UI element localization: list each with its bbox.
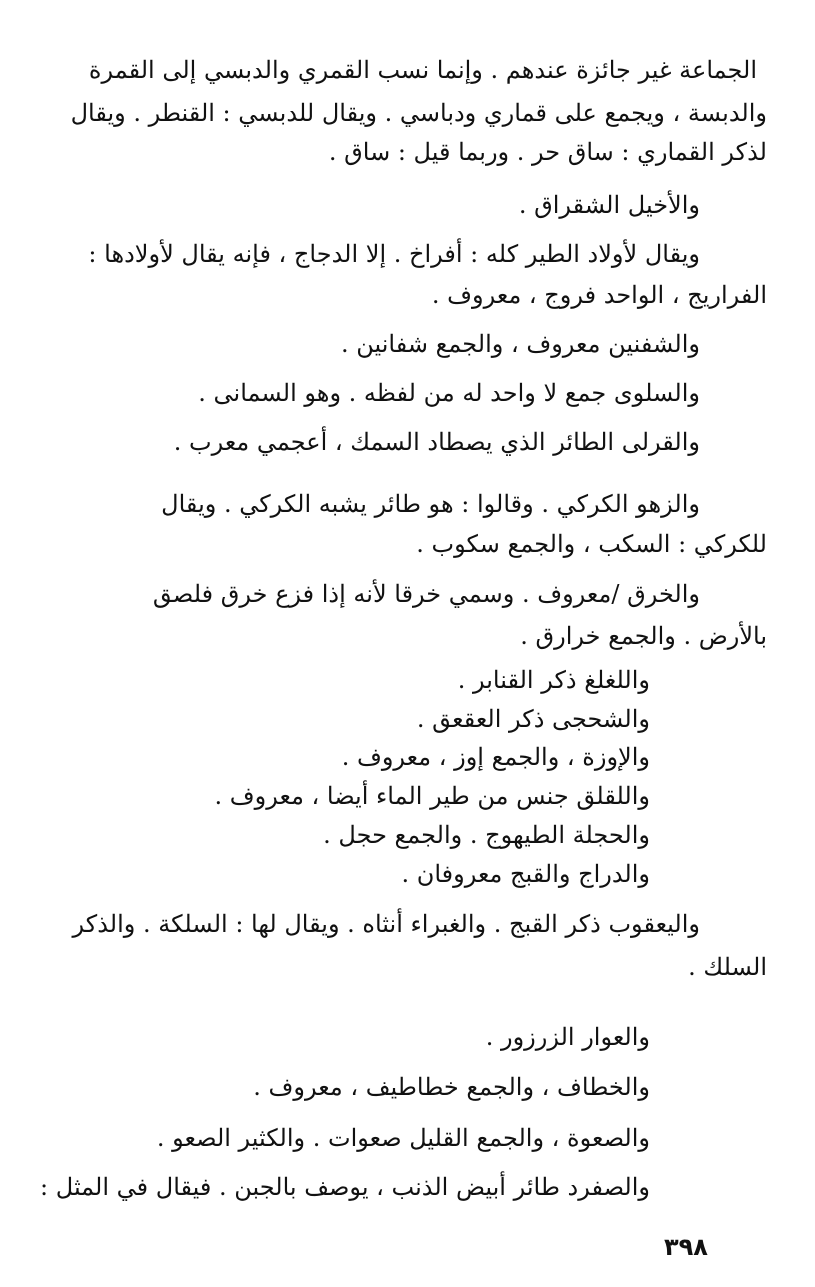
text-line-22: والعوار الزرزور . bbox=[485, 1023, 650, 1051]
text-line-17: واللقلق جنس من طير الماء أيضا ، معروف . bbox=[214, 782, 650, 810]
text-line-6: الفراريج ، الواحد فروج ، معروف . bbox=[431, 281, 767, 309]
text-line-14: واللغلغ ذكر القنابر . bbox=[457, 666, 650, 694]
text-line-20: واليعقوب ذكر القبج . والغبراء أنثاه . ويقال لها : السلكة . والذكر bbox=[72, 910, 700, 938]
text-line-10: والزهو الكركي . وقالوا : هو طائر يشبه الكركي . ويقال bbox=[161, 490, 700, 518]
text-line-23: والخطاف ، والجمع خطاطيف ، معروف . bbox=[253, 1073, 650, 1101]
text-line-15: والشحجى ذكر العقعق . bbox=[416, 705, 650, 733]
text-line-18: والحجلة الطيهوج . والجمع حجل . bbox=[323, 821, 650, 849]
text-line-2: والدبسة ، ويجمع على قماري ودباسي . ويقال للدبسي : القنطر . ويقال bbox=[70, 99, 767, 127]
text-line-7: والشفنين معروف ، والجمع شفانين . bbox=[340, 330, 700, 358]
text-line-4: والأخيل الشقراق . bbox=[518, 191, 700, 219]
text-line-9: والقرلى الطائر الذي يصطاد السمك ، أعجمي معرب . bbox=[173, 428, 700, 456]
text-line-19: والدراج والقبج معروفان . bbox=[401, 860, 650, 888]
text-line-21: السلك . bbox=[688, 953, 767, 981]
text-line-11: للكركي : السكب ، والجمع سكوب . bbox=[416, 530, 767, 558]
page-number: ٣٩٨ bbox=[664, 1233, 708, 1261]
text-line-13: بالأرض . والجمع خرارق . bbox=[520, 622, 767, 650]
text-line-25: والصفرد طائر أبيض الذنب ، يوصف بالجبن . فيقال في المثل : bbox=[40, 1173, 650, 1201]
text-line-24: والصعوة ، والجمع القليل صعوات . والكثير الصعو . bbox=[156, 1124, 650, 1152]
text-line-8: والسلوى جمع لا واحد له من لفظه . وهو السمانى . bbox=[198, 379, 700, 407]
text-line-1: الجماعة غير جائزة عندهم . وإنما نسب القمري والدبسي إلى القمرة bbox=[88, 56, 757, 84]
text-line-12: والخرق /معروف . وسمي خرقا لأنه إذا فزع خرق فلصق bbox=[152, 580, 700, 608]
text-line-16: والإوزة ، والجمع إوز ، معروف . bbox=[341, 743, 650, 771]
text-line-3: لذكر القماري : ساق حر . وربما قيل : ساق . bbox=[328, 138, 767, 166]
text-line-5: ويقال لأولاد الطير كله : أفراخ . إلا الدجاج ، فإنه يقال لأولادها : bbox=[88, 240, 700, 268]
